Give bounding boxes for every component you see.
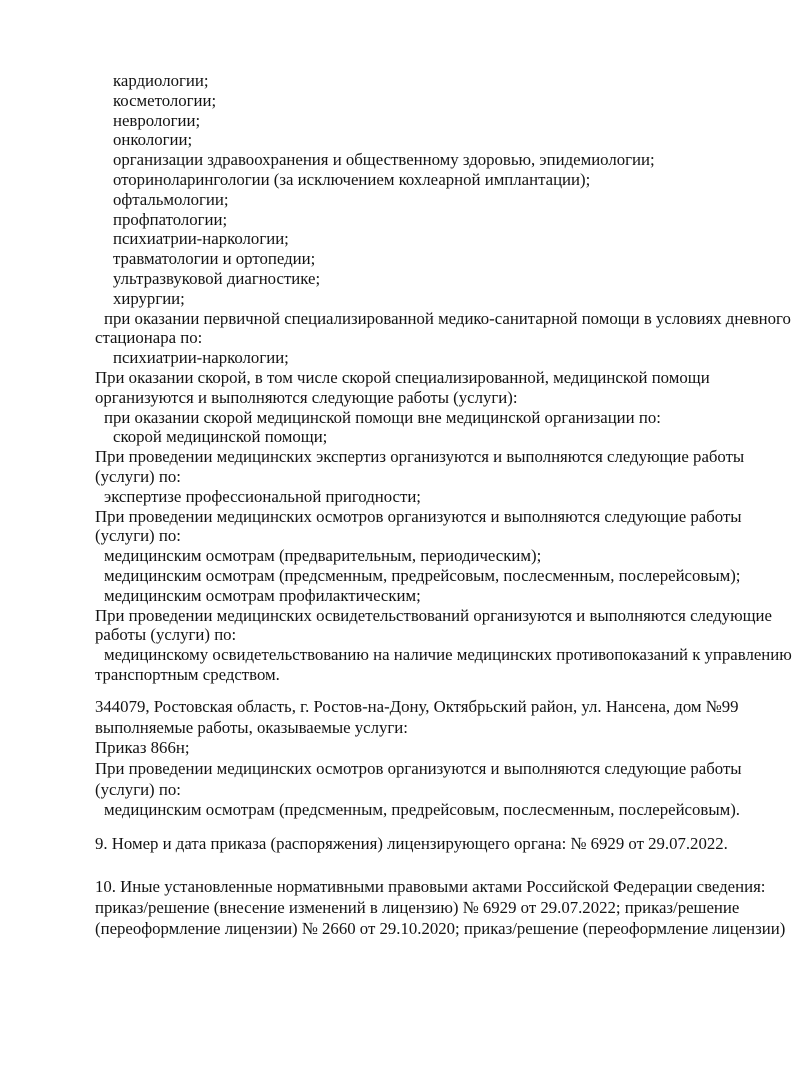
document-line: 344079, Ростовская область, г. Ростов-на-Дону, Октябрьский район, ул. Нансена, дом №99 (95, 697, 739, 716)
document-line: медицинским осмотрам (предварительным, периодическим); (104, 546, 542, 566)
document-line: При проведении медицинских освидетельствований организуются и выполняются следующие (95, 605, 772, 625)
document-line: медицинским осмотрам (предсменным, предрейсовым, послесменным, послерейсовым); (104, 565, 741, 585)
services-list-block (95, 71, 792, 685)
document-line: при оказании первичной специализированной медико-санитарной помощи в условиях дневного (104, 308, 791, 328)
document-line: оториноларингологии (за исключением кохлеарной имплантации); (113, 169, 591, 189)
document-line: При проведении медицинских осмотров организуются и выполняются следующие работы (95, 759, 742, 779)
document-line: профпатологии; (113, 209, 228, 229)
document-line: 9. Номер и дата приказа (распоряжения) лицензирующего органа: № 6929 от 29.07.2022. (95, 834, 728, 853)
address-and-services-block (95, 697, 792, 821)
document-line: транспортным средством. (95, 664, 280, 684)
document-line: медицинским осмотрам профилактическим; (104, 585, 421, 605)
document-line: организуются и выполняются следующие работы (услуги): (95, 387, 518, 407)
document-line: медицинскому освидетельствованию на наличие медицинских противопоказаний к управлению (104, 645, 792, 665)
document-line: (услуги) по: (95, 526, 181, 546)
document-line: приказ/решение (внесение изменений в лицензию) № 6929 от 29.07.2022; приказ/решение (95, 898, 740, 917)
document-line: Приказ 866н; (95, 738, 190, 758)
document-line: ультразвуковой диагностике; (113, 268, 321, 288)
document-line: психиатрии-наркологии; (113, 348, 289, 368)
document-line: медицинским осмотрам (предсменным, предрейсовым, послесменным, послерейсовым). (104, 800, 740, 820)
document-line: При проведении медицинских экспертиз организуются и выполняются следующие работы (95, 447, 745, 467)
document-line: при оказании скорой медицинской помощи вне медицинской организации по: (104, 407, 661, 427)
document-line: (переоформление лицензии) № 2660 от 29.10.2020; приказ/решение (переоформление лицензии) (95, 919, 786, 938)
document-line: (услуги) по: (95, 779, 181, 799)
document-line: выполняемые работы, оказываемые услуги: (95, 717, 408, 737)
document-line: скорой медицинской помощи; (113, 427, 328, 447)
document-line: 10. Иные установленные нормативными правовыми актами Российской Федерации сведения: (95, 877, 766, 896)
document-line: организации здравоохранения и общественному здоровью, эпидемиологии; (113, 150, 655, 170)
document-line: неврологии; (113, 110, 201, 130)
document-line: экспертизе профессиональной пригодности; (104, 486, 421, 506)
document-line: работы (услуги) по: (95, 625, 237, 645)
document-line: офтальмологии; (113, 189, 229, 209)
document-line: При проведении медицинских осмотров организуются и выполняются следующие работы (95, 506, 742, 526)
other-info-block (95, 876, 792, 939)
document-line: психиатрии-наркологии; (113, 229, 289, 249)
order-number-block (95, 833, 792, 854)
document-line: онкологии; (113, 130, 193, 150)
document-line: (услуги) по: (95, 466, 181, 486)
document-line: травматологии и ортопедии; (113, 249, 316, 269)
document-line: стационара по: (95, 328, 203, 348)
document-line: При оказании скорой, в том числе скорой специализированной, медицинской помощи (95, 367, 710, 387)
document-line: косметологии; (113, 90, 217, 110)
document-line: кардиологии; (113, 71, 209, 90)
document-line: хирургии; (113, 288, 185, 308)
